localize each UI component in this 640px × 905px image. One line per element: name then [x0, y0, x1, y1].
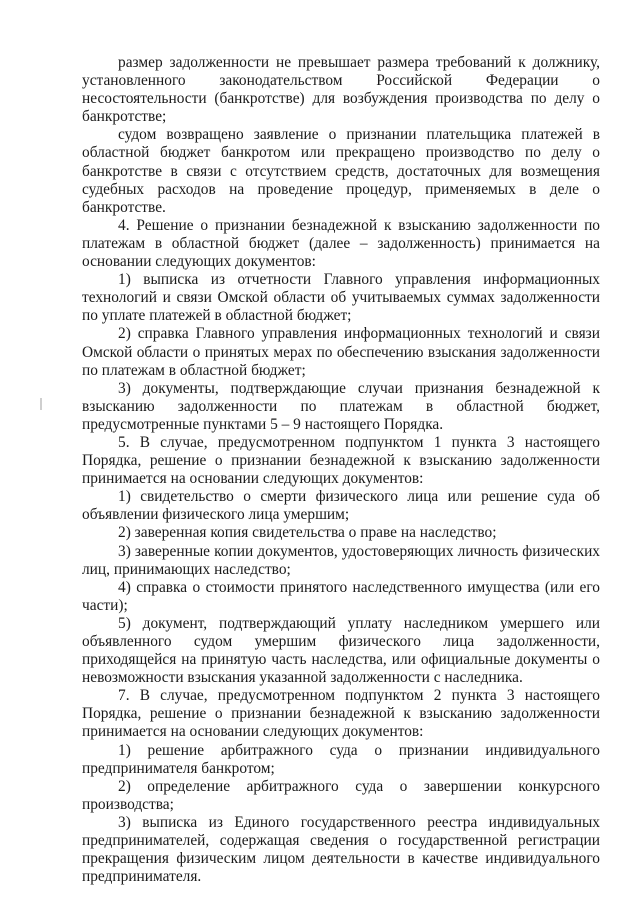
paragraph: 3) заверенные копии документов, удостоверяющих личность физических лиц, принимающих наследство; — [82, 542, 600, 578]
paragraph: 5) документ, подтверждающий уплату наследником умершего или объявленного судом умершим физического лица задолженности, приходящейся на принятую часть наследства, или официальные документы о невозможности взыскания указанной задолженности с наследника. — [82, 614, 600, 687]
paragraph: 3) выписка из Единого государственного реестра индивидуальных предпринимателей, содержащая сведения о государственной регистрации прекращения физическим лицом деятельности в качестве индивидуального предпринимателя. — [82, 813, 600, 886]
paragraph: 4) справка о стоимости принятого наследственного имущества (или его части); — [82, 578, 600, 614]
paragraph: 2) заверенная копия свидетельства о праве на наследство; — [118, 524, 497, 542]
paragraph: 1) свидетельство о смерти физического лица или решение суда об объявлении физического лица умершим; — [82, 488, 600, 524]
paragraph: 1) выписка из отчетности Главного управления информационных технологий и связи Омской области об учитываемых суммах задолженности по уплате платежей в областной бюджет; — [82, 271, 600, 325]
paragraph: 3) документы, подтверждающие случаи признания безнадежной к взысканию задолженности по платежам в областной бюджет, предусмотренные пунктами 5 – 9 настоящего Порядка. — [82, 379, 600, 433]
paragraph: 2) определение арбитражного суда о завершении конкурсного производства; — [82, 777, 600, 813]
paragraph: 2) справка Главного управления информационных технологий и связи Омской области о принятых мерах по обеспечению взыскания задолженности по платежам в областной бюджет; — [82, 325, 600, 379]
paragraph: 1) решение арбитражного суда о признании индивидуального предпринимателя банкротом; — [82, 741, 600, 777]
paragraph: судом возвращено заявление о признании плательщика платежей в областной бюджет банкротом или прекращено производство по делу о банкротстве в связи с отсутствием средств, достаточных для возмещения судебных расходов на проведение процедур, применяемых в деле о банкротстве. — [82, 126, 600, 216]
document-text — [82, 54, 600, 886]
paragraph: 5. В случае, предусмотренном подпунктом 1 пункта 3 настоящего Порядка, решение о признании безнадежной к взысканию задолженности принимается на основании следующих документов: — [82, 433, 600, 488]
paragraph: размер задолженности не превышает размера требований к должнику, установленного законодательством Российской Федерации о несостоятельности (банкротстве) для возбуждения производства по делу о банкротстве; — [82, 54, 600, 126]
scan-edge-mark — [40, 398, 42, 410]
paragraph: 7. В случае, предусмотренном подпунктом 2 пункта 3 настоящего Порядка, решение о признании безнадежной к взысканию задолженности принимается на основании следующих документов: — [82, 687, 600, 741]
paragraph: 4. Решение о признании безнадежной к взысканию задолженности по платежам в областной бюджет (далее – задолженность) принимается на основании следующих документов: — [82, 216, 600, 271]
